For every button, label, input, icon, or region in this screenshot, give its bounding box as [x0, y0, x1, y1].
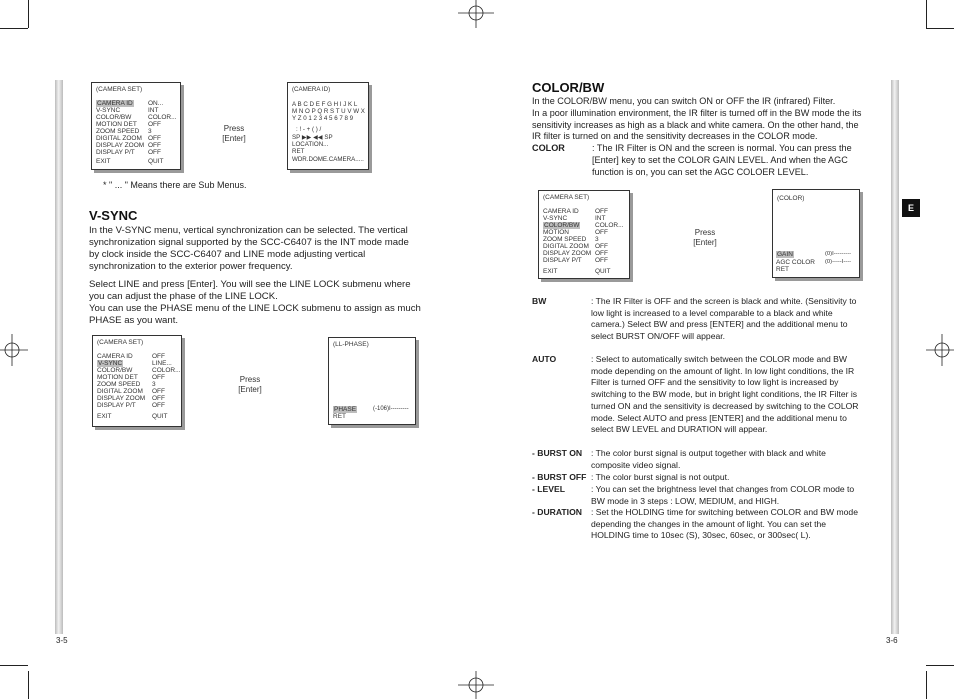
- menu-item: AGC COLOR: [776, 259, 816, 266]
- menu-item: ZOOM SPEED: [97, 381, 141, 388]
- menu-item: WDR.DOME.CAMERA.....: [292, 156, 364, 163]
- registration-target-bottom: [452, 671, 500, 699]
- menu-item: PHASE: [334, 406, 357, 413]
- camera-set-menu-2: [92, 335, 182, 427]
- press-enter-label-1: Press [Enter]: [222, 124, 246, 143]
- menu-item: LOCATION...: [292, 141, 329, 148]
- menu-item: DISPLAY ZOOM: [96, 142, 145, 149]
- menu-item: DISPLAY ZOOM: [543, 250, 592, 257]
- menu-value: QUIT: [152, 413, 168, 420]
- menu-item: DISPLAY P/T: [543, 257, 582, 264]
- menu-value: 3: [148, 128, 152, 135]
- menu-item: RET: [776, 266, 789, 273]
- menu-item: CAMERA ID: [97, 100, 133, 107]
- menu-item: EXIT: [97, 413, 112, 420]
- menu-title: (LL-PHASE): [333, 341, 369, 348]
- camera-set-menu-1: [91, 82, 181, 170]
- left-margin-bar: [55, 80, 63, 634]
- menu-value: OFF: [595, 257, 608, 264]
- v-sync-heading: V-SYNC: [89, 208, 138, 223]
- menu-value: OFF: [595, 250, 608, 257]
- menu-title: (COLOR): [777, 195, 805, 202]
- gain-slider-value: (0)I---------: [825, 251, 852, 257]
- definition-term: - BURST ON: [532, 448, 583, 458]
- menu-item: DISPLAY ZOOM: [97, 395, 146, 402]
- menu-item: EXIT: [543, 268, 558, 275]
- menu-item: RET: [292, 148, 305, 155]
- definition-term: - DURATION: [532, 507, 582, 517]
- v-sync-body: [89, 225, 421, 327]
- menu-item: CAMERA ID: [97, 353, 133, 360]
- page-number-right: 3-6: [886, 636, 898, 645]
- char-row: A B C D E F G H I J K L: [292, 101, 358, 108]
- menu-item: CAMERA ID: [543, 208, 579, 215]
- definition-text: : The color burst signal is output together with black and white composite video signal.: [591, 448, 826, 470]
- menu-value: OFF: [148, 149, 161, 156]
- agc-color-slider-value: (0)-----I----: [825, 259, 852, 265]
- menu-value: OFF: [595, 229, 608, 236]
- menu-value: QUIT: [148, 158, 164, 165]
- menu-value: OFF: [148, 121, 161, 128]
- menu-item: COLOR/BW: [97, 367, 133, 374]
- menu-title: (CAMERA ID): [292, 86, 331, 93]
- registration-target-left: [0, 330, 28, 370]
- press-enter-label-2: Press [Enter]: [238, 375, 262, 394]
- char-row: : ! - + ( ) /: [296, 126, 322, 133]
- color-submenu: [772, 189, 860, 278]
- phase-slider-value: (-106)I---------: [373, 406, 409, 412]
- menu-title: (CAMERA SET): [543, 194, 590, 201]
- right-margin-bar: [891, 80, 899, 634]
- menu-item: ZOOM SPEED: [96, 128, 140, 135]
- menu-value: OFF: [595, 243, 608, 250]
- menu-item: MOTION DET: [96, 121, 137, 128]
- menu-value: OFF: [152, 374, 165, 381]
- menu-value: 3: [152, 381, 156, 388]
- definition-term: - LEVEL: [532, 484, 565, 494]
- char-row: SP ▶▶ ◀◀ SP: [292, 134, 333, 141]
- menu-item: MOTION DET: [97, 374, 138, 381]
- char-row: M N O P Q R S T U V W X: [292, 108, 365, 115]
- menu-item: EXIT: [96, 158, 111, 165]
- menu-item: V-SYNC: [543, 215, 568, 222]
- section-tab-e: E: [902, 199, 920, 217]
- menu-item: V-SYNC: [98, 360, 123, 367]
- menu-value: OFF: [595, 208, 608, 215]
- menu-value: QUIT: [595, 268, 611, 275]
- menu-item: RET: [333, 413, 346, 420]
- definition-text: : The IR Filter is OFF and the screen is black and white. (Sensitivity to low light is increased to a level comparable to a black and white camera.) Select BW and press [ENTER] and the additional menu to select BURST ON/OFF will appear.: [591, 296, 857, 342]
- menu-item: DIGITAL ZOOM: [96, 135, 142, 142]
- sub-menu-note: * " ... " Means there are Sub Menus.: [103, 180, 247, 190]
- definition-term: BW: [532, 296, 547, 306]
- menu-value: COLOR...: [595, 222, 624, 229]
- menu-item: MOTION: [543, 229, 569, 236]
- menu-value: OFF: [152, 402, 165, 409]
- definition-text: : The IR Filter is ON and the screen is normal. You can press the [Enter] key to set the COLOR GAIN LEVEL. And when the AGC function is on, you can set the AGC COLOER LEVEL.: [592, 143, 852, 177]
- menu-item: GAIN: [777, 251, 793, 258]
- intro-paragraph-2: In a poor illumination environment, the IR filter is turned off in the BW mode the its sensitivity increases as high as a black and white camera. On the other hand, the IR filter is turned on and the sensitivity decreases in the COLOR mode.: [532, 107, 862, 142]
- camera-id-menu: [287, 82, 369, 170]
- menu-value: OFF: [152, 388, 165, 395]
- definition-term: AUTO: [532, 354, 557, 364]
- camera-set-menu-3: [538, 190, 630, 279]
- v-sync-paragraph-2: Select LINE and press [Enter]. You will see the LINE LOCK submenu where you can adjust the phase of the LINE LOCK.: [89, 279, 411, 302]
- menu-value: OFF: [148, 142, 161, 149]
- page-number-left: 3-5: [56, 636, 68, 645]
- menu-value: INT: [148, 107, 159, 114]
- definition-text: : Set the HOLDING time for switching between COLOR and BW mode depending the changes in the amount of light. You can set the HOLDING time to 10sec (S), 30sec, 60sec, or 300sec( L).: [591, 507, 858, 541]
- menu-item: ZOOM SPEED: [543, 236, 587, 243]
- definition-text: : The color burst signal is not output.: [591, 472, 730, 482]
- menu-title: (CAMERA SET): [97, 339, 144, 346]
- v-sync-paragraph-1: In the V-SYNC menu, vertical synchronization can be selected. The vertical synchronization signal supported by the SCC-C6407 is the INT mode made by clock inside the SCC-C6407 and LINE mode adjusting vertical synchronization to the exterior power frequency.: [89, 225, 409, 272]
- menu-value: COLOR...: [148, 114, 177, 121]
- menu-item: DIGITAL ZOOM: [97, 388, 143, 395]
- menu-value: 3: [595, 236, 599, 243]
- menu-value: ON...: [148, 100, 164, 107]
- menu-value: OFF: [152, 353, 165, 360]
- menu-item: COLOR/BW: [544, 222, 580, 229]
- press-enter-label-3: Press [Enter]: [693, 228, 717, 247]
- menu-value: LINE...: [152, 360, 172, 367]
- menu-item: DIGITAL ZOOM: [543, 243, 589, 250]
- menu-item: V-SYNC: [96, 107, 121, 114]
- definition-text: : You can set the brightness level that changes from COLOR mode to BW mode in 3 steps : LOW, MEDIUM, and HIGH.: [591, 484, 855, 506]
- intro-paragraph-1: In the COLOR/BW menu, you can switch ON or OFF the IR (infrared) Filter.: [532, 96, 836, 106]
- menu-value: COLOR...: [152, 367, 181, 374]
- ll-phase-menu: [328, 337, 416, 425]
- definition-term: - BURST OFF: [532, 472, 587, 482]
- color-bw-heading: COLOR/BW: [532, 80, 605, 95]
- definition-text: : Select to automatically switch between the COLOR mode and BW mode depending on the amount of light. In low light conditions, the IR Filter is turned OFF and the sensitivity to low light is increased by switching to the BW mode, but in bright light conditions, the IR Filter is turned ON and the sensitivity is decreased by switching to the COLOR mode. Select AUTO and press [ENTER] and the additional menu to select BW LEVEL and DURATION will appear.: [591, 354, 859, 435]
- menu-value: OFF: [148, 135, 161, 142]
- menu-title: (CAMERA SET): [96, 86, 143, 93]
- menu-item: DISPLAY P/T: [97, 402, 136, 409]
- menu-value: OFF: [152, 395, 165, 402]
- registration-target-right: [926, 330, 954, 370]
- menu-item: COLOR/BW: [96, 114, 132, 121]
- color-bw-intro: [532, 96, 864, 143]
- menu-value: INT: [595, 215, 606, 222]
- registration-target-top: [452, 0, 500, 28]
- v-sync-paragraph-3: You can use the PHASE menu of the LINE LOCK submenu to assign as much PHASE as you want.: [89, 303, 421, 326]
- menu-item: DISPLAY P/T: [96, 149, 135, 156]
- definition-term: COLOR: [532, 143, 565, 153]
- char-row: Y Z 0 1 2 3 4 5 6 7 8 9: [292, 115, 354, 122]
